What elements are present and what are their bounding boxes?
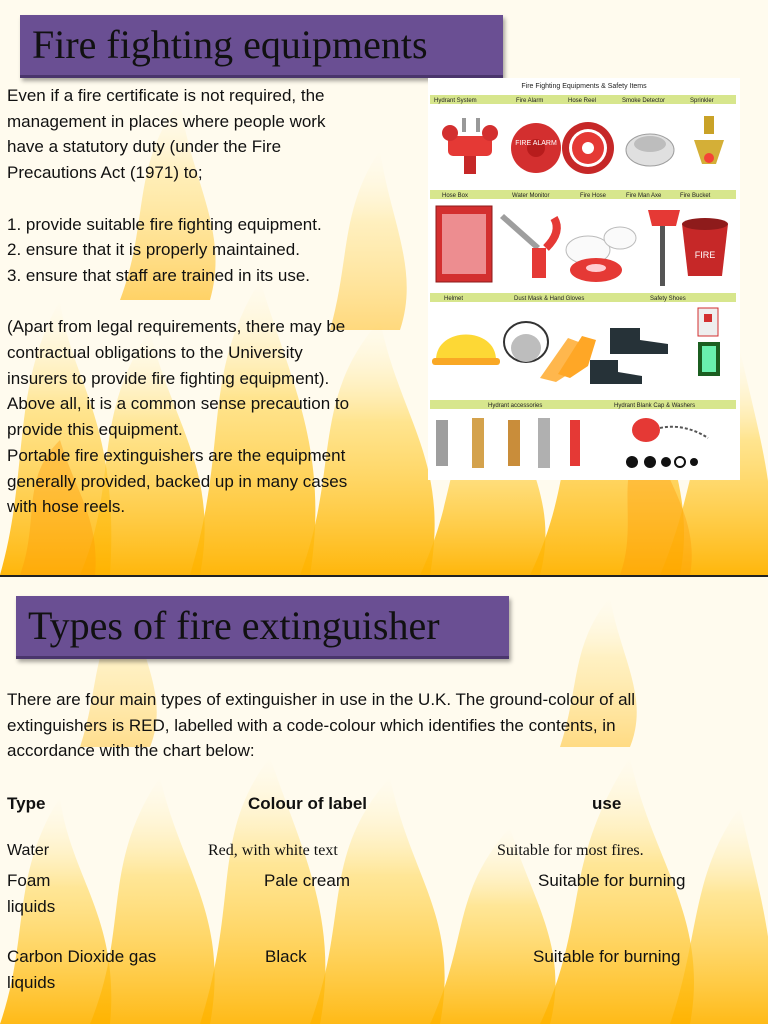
body-text: Even if a fire certificate is not required, the management in places where people work have a statutory duty (under the Fire Precautions Act (1971) to; 1. provide suitable fire fighting equipment. 2. ensure that it is properly maintained. 3. ensure that staff are trained in its use. (Apart from legal requirements, there may be contractual obligations to the University insurers to provide fire fighting equipment). Above all, it is a common sense precaution to provide this equipment. Portable fire extinguishers are the equipment generally provided, backed up in many cases with hose reels. xyxy=(7,86,350,517)
hydrant-icon xyxy=(442,118,498,174)
row-type-co2: Carbon Dioxide gas xyxy=(7,947,157,966)
safety-shoes-icon xyxy=(590,328,668,384)
label-hydrant-system: Hydrant System xyxy=(434,98,477,104)
label-sprinkler: Sprinkler xyxy=(690,98,714,104)
label-safety-shoes: Safety Shoes xyxy=(650,296,686,302)
row-colour-foam: Pale cream xyxy=(264,871,350,890)
intro-text: There are four main types of extinguisher in use in the U.K. The ground-colour of all extinguishers is RED, labelled with a code-colour which identifies the contents, in accordance with the chart below: xyxy=(7,690,636,761)
row-use-co2: Suitable for burning xyxy=(533,947,681,966)
label-hose-box: Hose Box xyxy=(442,193,469,199)
label-hydrant-accessories: Hydrant accessories xyxy=(488,403,543,409)
label-fire-hose: Fire Hose xyxy=(580,193,607,199)
equipment-image xyxy=(428,78,740,480)
label-fire-man-axe: Fire Man Axe xyxy=(626,193,662,199)
label-dust-mask-gloves: Dust Mask & Hand Gloves xyxy=(514,296,585,302)
helmet-icon xyxy=(432,335,500,366)
blank-cap-washers-icon xyxy=(626,418,708,468)
exit-sign-icon xyxy=(698,308,720,376)
label-helmet: Helmet xyxy=(444,296,464,302)
fire-alarm-icon xyxy=(511,123,561,173)
row-colour-water: Red, with white text xyxy=(208,842,338,859)
page-title: Fire fighting equipments xyxy=(20,15,503,78)
label-fire-bucket: Fire Bucket xyxy=(680,193,711,199)
row-use-water: Suitable for most fires. xyxy=(497,842,644,859)
section-title: Types of fire extinguisher xyxy=(16,596,509,659)
fire-bucket-text: FIRE xyxy=(694,250,716,260)
dust-mask-icon xyxy=(504,322,548,362)
fire-alarm-text: FIRE ALARM xyxy=(515,140,557,147)
label-fire-alarm: Fire Alarm xyxy=(516,98,544,104)
row-use-co2-continued: liquids xyxy=(7,973,56,992)
hydrant-accessories-icon xyxy=(436,418,580,468)
fire-bucket-icon xyxy=(682,218,728,276)
row-type-water: Water xyxy=(7,842,50,859)
water-monitor-icon xyxy=(500,214,557,278)
row-use-foam-continued: liquids xyxy=(7,897,56,916)
hose-reel-icon xyxy=(562,122,614,174)
fire-axe-icon xyxy=(648,210,680,286)
row-colour-co2: Black xyxy=(265,947,307,966)
image-heading: Fire Fighting Equipments & Safety Items xyxy=(521,83,647,90)
label-hydrant-blank-cap: Hydrant Blank Cap & Washers xyxy=(614,403,696,409)
row-type-foam: Foam xyxy=(7,871,51,890)
equipment-chart-graphic xyxy=(428,78,740,480)
header-colour-of-label: Colour of label xyxy=(248,794,367,813)
header-use: use xyxy=(592,794,622,813)
sprinkler-icon xyxy=(694,116,724,164)
slide-types-of-fire-extinguisher xyxy=(0,577,768,1024)
hose-box-icon xyxy=(436,206,492,282)
row-use-foam: Suitable for burning xyxy=(538,871,686,890)
label-smoke-detector: Smoke Detector xyxy=(622,98,666,104)
fire-hose-icon xyxy=(566,227,636,282)
smoke-detector-icon xyxy=(626,134,674,166)
header-type: Type xyxy=(7,794,46,813)
label-water-monitor: Water Monitor xyxy=(512,193,550,199)
label-hose-reel: Hose Reel xyxy=(568,98,597,104)
